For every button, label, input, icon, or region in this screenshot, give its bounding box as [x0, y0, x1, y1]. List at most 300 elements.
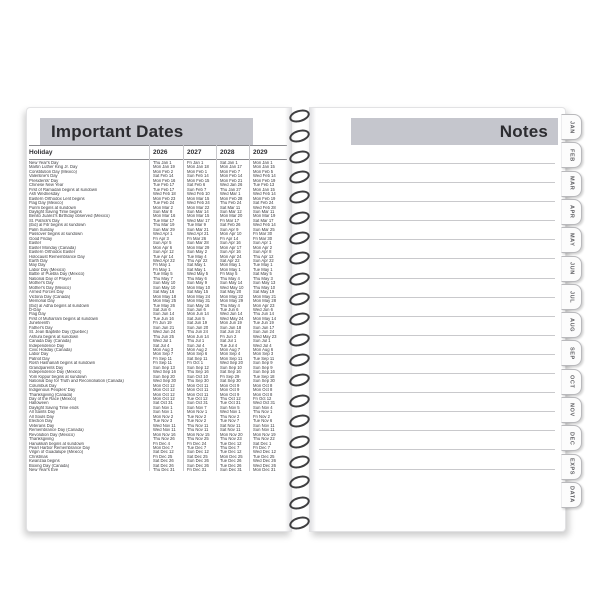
holiday-name: Presidents' Day	[29, 178, 59, 183]
holiday-name: New Year's Day	[29, 161, 59, 165]
holiday-date: Mon Mar 16	[153, 214, 176, 219]
holiday-date: Wed Apr 22	[153, 258, 175, 263]
holiday-date: Sat Jul 4	[153, 343, 170, 348]
holiday-date: Mon Aug 2	[187, 348, 208, 353]
spiral-binding	[289, 110, 313, 529]
holiday-name: National Day for Truth and Reconciliation (Canada)	[29, 379, 124, 384]
holiday-date: Fri Oct 12	[253, 397, 272, 402]
spiral-coil	[288, 514, 311, 531]
holiday-date: Fri May 1	[153, 267, 171, 272]
holiday-name: All Saints Day	[29, 410, 56, 415]
holiday-date: Sat Dec 26	[153, 463, 174, 468]
column-header: 2029	[253, 149, 268, 156]
holiday-date: Sat Dec 12	[153, 450, 174, 455]
holiday-date: Mon Oct 8	[253, 388, 273, 393]
holiday-name: Mother's Day	[29, 281, 54, 286]
holiday-date: Fri May 1	[153, 263, 171, 268]
holiday-date: Fri Sep 11	[153, 356, 173, 361]
holiday-date: Mon Jun 19	[220, 321, 242, 326]
holiday-date: Thu May 10	[253, 285, 276, 290]
holiday-date: Sun Mar 29	[153, 227, 175, 232]
holiday-date: Sat Feb 14	[153, 174, 174, 179]
holiday-date: Fri Dec 24	[187, 441, 207, 446]
holiday-date: Sun Nov 1	[153, 405, 173, 410]
holiday-name: Ashura begins at sundown	[29, 334, 79, 339]
ruled-line	[319, 220, 555, 221]
holiday-name: Ash Wednesday	[29, 192, 60, 197]
holiday-name: Revolution Day (Mexico)	[29, 432, 75, 437]
holiday-date: Sat Jan 1	[220, 161, 238, 165]
holiday-date: Sat May 19	[253, 290, 275, 295]
holiday-date: Mon May 1	[220, 267, 241, 272]
holiday-date: Sun Mar 8	[153, 209, 173, 214]
holiday-date: Thu May 3	[253, 276, 273, 281]
holiday-name: Chinese New Year	[29, 183, 64, 188]
spiral-coil	[288, 270, 311, 287]
holiday-date: Thu May 4	[220, 276, 240, 281]
column-divider	[216, 145, 217, 471]
holiday-name: Holocaust Remembrance Day	[29, 254, 85, 259]
holiday-date: Fri Dec 25	[153, 454, 173, 459]
column-divider	[183, 145, 184, 471]
holiday-name: Purim begins at sundown	[29, 205, 77, 210]
holiday-date: Sat May 20	[220, 290, 242, 295]
holiday-date: Mon Dec 7	[153, 446, 174, 450]
holiday-date: Wed Feb 28	[253, 205, 276, 210]
holiday-date: Tue Jun 6	[220, 307, 239, 312]
holiday-date: Wed Feb 14	[253, 174, 276, 179]
holiday-name: Easter Monday (Canada)	[29, 245, 76, 250]
tab-jun[interactable]: JUN	[561, 256, 582, 282]
holiday-date: Sat Dec 25	[187, 454, 208, 459]
holiday-date: Mon Dec 31	[253, 468, 276, 473]
holiday-date: Wed Sep 16	[153, 370, 176, 375]
tab-jan[interactable]: JAN	[561, 114, 582, 140]
holiday-date: Thu Nov 11	[187, 423, 209, 428]
holiday-date: Sun Nov 11	[253, 428, 275, 433]
tab-sep[interactable]: SEP	[561, 340, 582, 366]
holiday-date: Mon Oct 9	[220, 388, 240, 393]
holiday-name: Valentine's Day	[29, 174, 58, 179]
holiday-date: Wed Apr 21	[187, 232, 209, 237]
holiday-date: Thu Nov 26	[153, 437, 175, 442]
holiday-date: Sun Nov 1	[153, 410, 173, 415]
holiday-date: Thu May 6	[187, 276, 207, 281]
ruled-line	[319, 278, 555, 279]
holiday-date: Mon Mar 15	[187, 196, 210, 201]
holiday-date: Wed Jul 1	[153, 339, 172, 344]
column-header: 2027	[187, 149, 202, 156]
holiday-name: Day of the Race (Mexico)	[29, 397, 77, 402]
holiday-name: Independence Day	[29, 343, 65, 348]
holiday-date: Wed Feb 24	[187, 201, 210, 206]
holiday-date: Thu Oct 12	[220, 397, 241, 402]
holiday-date: Tue Feb 17	[153, 183, 175, 188]
holiday-date: Tue Nov 2	[187, 419, 207, 424]
holiday-date: Mon Oct 12	[153, 392, 175, 397]
holiday-date: Sun Nov 7	[187, 405, 207, 410]
holiday-date: Sun May 16	[187, 303, 210, 308]
holiday-date: Sun Oct 10	[187, 374, 208, 379]
holiday-date: Mon May 18	[153, 294, 177, 299]
tab-dec[interactable]: DEC	[561, 425, 582, 451]
holiday-date: Mon Sep 3	[253, 352, 274, 357]
holiday-name: Labor Day (Mexico)	[29, 267, 66, 272]
holiday-date: Mon Sep 7	[153, 352, 174, 357]
holiday-date: Thu Mar 19	[153, 223, 175, 228]
holiday-date: Thu Nov 11	[187, 428, 209, 433]
holiday-name: St. Jean Baptiste Day (Quebec)	[29, 330, 88, 335]
holiday-date: Fri Oct 1	[187, 361, 204, 366]
holiday-date: Fri Sep 29	[220, 374, 240, 379]
holiday-name: Virgin of Guadalupe (Mexico)	[29, 450, 84, 455]
holiday-date: Tue Nov 6	[253, 419, 273, 424]
holiday-date: Tue Nov 7	[220, 419, 240, 424]
holiday-date: Wed Jan 26	[220, 183, 243, 188]
tab-data[interactable]: DATA	[561, 482, 582, 508]
holiday-date: Thu Apr 22	[187, 258, 208, 263]
holiday-date: Mon Jan 18	[187, 165, 209, 170]
holiday-date: Thu Dec 31	[153, 468, 175, 473]
holiday-date: Mon May 28	[253, 299, 277, 304]
spiral-coil	[288, 311, 311, 328]
holiday-date: Wed Feb 14	[253, 223, 276, 228]
holiday-date: Mon Mar 20	[220, 214, 243, 219]
holiday-date: Sat Jun 6	[153, 307, 171, 312]
holiday-date: Tue Nov 3	[153, 419, 173, 424]
holiday-date: Wed May 23	[253, 334, 277, 339]
holiday-name: Boxing Day (Canada)	[29, 463, 70, 468]
holiday-date: Sat Oct 31	[153, 401, 173, 406]
holiday-date: Mon Feb 1	[187, 169, 208, 174]
holiday-name: Good Friday	[29, 236, 53, 241]
holiday-date: Wed Dec 12	[253, 450, 276, 455]
holiday-name: Remembrance Day (Canada)	[29, 428, 84, 433]
holiday-date: Wed Mar 17	[187, 218, 210, 223]
holiday-date: Fri Dec 31	[187, 468, 207, 473]
tab-aug[interactable]: AUG	[561, 312, 582, 338]
spiral-coil	[288, 209, 311, 226]
holiday-date: Sun Jul 1	[253, 339, 271, 344]
holiday-date: Mon Jan 15	[253, 165, 275, 170]
holiday-date: Sat May 1	[187, 267, 206, 272]
holiday-date: Sat Sep 11	[187, 356, 208, 361]
holiday-date: Sat Nov 11	[220, 423, 241, 428]
holiday-date: Mon May 14	[253, 316, 277, 321]
holiday-date: Sun May 14	[220, 281, 243, 286]
holiday-name: Independence Day (Mexico)	[29, 370, 82, 375]
holiday-date: Tue Apr 14	[153, 254, 174, 259]
holiday-name: (Eid) al Fitr begins at sundown	[29, 223, 86, 228]
holiday-date: Sun Dec 12	[187, 450, 209, 455]
holiday-date: Mon Jun 14	[187, 334, 209, 339]
holiday-date: Thu Jun 25	[153, 334, 174, 339]
holiday-date: Thu Jul 1	[187, 339, 205, 344]
spiral-coil	[288, 290, 311, 307]
holiday-date: Sun Apr 5	[153, 241, 172, 246]
holiday-date: Mon Nov 1	[187, 410, 208, 415]
holiday-date: Sat May 5	[253, 272, 272, 277]
tab-exps[interactable]: EXPS	[561, 454, 582, 480]
holiday-name: D-Day	[29, 307, 41, 312]
holiday-date: Mon Aug 7	[220, 348, 241, 353]
holiday-date: Mon Nov 20	[220, 432, 243, 437]
holiday-date: Tue Dec 25	[253, 454, 275, 459]
holiday-date: Thu Nov 25	[187, 437, 209, 442]
holiday-name: Victoria Day (Canada)	[29, 294, 71, 299]
holiday-name: Grandparents Day	[29, 365, 64, 370]
holiday-date: Sun Dec 31	[220, 468, 242, 473]
tab-apr[interactable]: APR	[561, 199, 582, 225]
holiday-name: First of Muharram begins at sundown	[29, 316, 99, 321]
holiday-name: Daylight Saving Time begins	[29, 209, 82, 214]
holiday-date: Fri Sep 11	[153, 361, 173, 366]
holiday-date: Mon Jan 1	[253, 161, 273, 165]
holiday-date: Tue Feb 24	[153, 201, 175, 206]
holiday-date: Mon Oct 12	[153, 397, 175, 402]
holiday-date: Sat May 1	[187, 263, 206, 268]
holiday-name: Father's Day	[29, 325, 53, 330]
holiday-name: Daylight Saving Time ends	[29, 405, 79, 410]
holiday-date: Fri Dec 4	[153, 441, 170, 446]
spiral-coil	[288, 107, 311, 124]
page-title-important-dates: Important Dates	[40, 118, 253, 145]
holiday-date: Mon Mar 19	[253, 214, 276, 219]
holiday-date: Tue Dec 12	[220, 441, 242, 446]
holiday-date: Mon Nov 15	[187, 432, 210, 437]
holiday-date: Wed Jun 14	[220, 312, 243, 317]
holiday-date: Mon Oct 9	[220, 392, 240, 397]
holiday-date: Sun May 13	[253, 281, 276, 286]
holiday-name: Memorial Day	[29, 299, 55, 304]
tab-feb[interactable]: FEB	[561, 142, 582, 168]
page-title-notes: Notes	[351, 118, 558, 145]
holiday-date: Mon Feb 14	[220, 174, 243, 179]
holiday-date: Wed Jun 6	[253, 307, 273, 312]
holiday-date: Sun Nov 4	[253, 405, 273, 410]
spiral-coil	[288, 392, 311, 409]
holiday-date: Mon Feb 28	[220, 196, 243, 201]
holiday-date: Mon Jun 14	[187, 312, 209, 317]
spiral-coil	[288, 189, 311, 206]
holiday-date: Tue Dec 26	[220, 459, 242, 464]
right-page	[309, 107, 566, 532]
ruled-line	[319, 449, 555, 450]
holiday-date: Sun May 2	[187, 250, 208, 255]
holiday-date: Sat Jun 19	[187, 321, 208, 326]
holiday-date: Mon Oct 12	[153, 388, 175, 393]
spiral-coil	[288, 351, 311, 368]
holiday-name: Hanukkah begins at sundown	[29, 441, 84, 446]
holiday-date: Mon Feb 21	[220, 178, 243, 183]
holiday-name: Christmas	[29, 454, 48, 459]
holiday-date: Thu Feb 24	[220, 201, 242, 206]
holiday-date: Sun Apr 16	[220, 241, 241, 246]
ruled-line	[319, 182, 555, 183]
holiday-name: Thanksgiving	[29, 437, 54, 442]
holiday-date: Sun Nov 11	[253, 423, 275, 428]
holiday-date: Sun Jun 17	[253, 325, 275, 330]
holiday-date: Tue Feb 17	[153, 187, 175, 192]
holiday-date: Sun Jun 6	[187, 307, 206, 312]
holiday-date: Mon Feb 19	[253, 196, 276, 201]
holiday-date: Tue Feb 13	[253, 183, 275, 188]
holiday-date: Mon Sep 6	[187, 352, 208, 357]
holiday-date: Sat Sep 16	[220, 370, 241, 375]
important-dates-table	[29, 145, 287, 473]
holiday-date: Mon Apr 10	[220, 232, 242, 237]
ruled-line	[319, 163, 555, 164]
holiday-date: Sun Jun 21	[153, 325, 175, 330]
spiral-coil	[288, 494, 311, 511]
holiday-date: Sun Sep 16	[253, 370, 275, 375]
holiday-date: Tue Dec 26	[220, 463, 242, 468]
holiday-name: Halloween	[29, 401, 49, 406]
holiday-date: Thu Apr 12	[253, 254, 274, 259]
holiday-date: Mon Apr 6	[153, 245, 173, 250]
holiday-date: Fri Jan 1	[187, 161, 204, 165]
ruled-line	[319, 411, 555, 412]
holiday-date: Fri Jun 19	[153, 321, 172, 326]
holiday-name: Martin Luther King Jr. Day	[29, 165, 78, 170]
holiday-date: Mon Oct 11	[187, 383, 209, 388]
holiday-date: Sat Nov 11	[220, 428, 241, 433]
holiday-date: Tue May 26	[153, 303, 175, 308]
holiday-date: Sun Sep 13	[153, 365, 175, 370]
holiday-name: Easter	[29, 241, 42, 246]
holiday-date: Sun Apr 16	[220, 250, 241, 255]
holiday-date: Wed Dec 26	[253, 459, 276, 464]
ruled-line	[319, 297, 555, 298]
holiday-date: Sun Apr 1	[253, 241, 272, 246]
holiday-date: Sun Feb 7	[187, 187, 207, 192]
holiday-date: Wed Apr 1	[153, 232, 173, 237]
holiday-name: Election Day	[29, 419, 53, 424]
spiral-coil	[288, 453, 311, 470]
left-page	[26, 107, 292, 532]
holiday-date: Wed Sep 20	[220, 361, 243, 366]
holiday-date: Sun Apr 22	[253, 258, 274, 263]
holiday-date: Sun Feb 14	[187, 174, 209, 179]
holiday-date: Sun Oct 31	[187, 401, 208, 406]
spiral-coil	[288, 250, 311, 267]
holiday-date: Sun Jun 18	[220, 325, 242, 330]
holiday-name: Canada Day (Canada)	[29, 339, 71, 344]
holiday-date: Thu May 7	[153, 276, 173, 281]
ruled-line	[319, 258, 555, 259]
holiday-date: Mon Mar 29	[187, 245, 210, 250]
holiday-date: Wed Mar 1	[220, 192, 241, 197]
holiday-date: Mon Aug 6	[253, 348, 274, 353]
holiday-date: Sun Nov 5	[220, 405, 240, 410]
holiday-date: Mon May 10	[187, 285, 211, 290]
holiday-date: Mon Sep 11	[220, 356, 243, 361]
holiday-date: Tue Dec 7	[187, 446, 207, 450]
holiday-date: Thu Nov 2	[220, 414, 240, 419]
holiday-date: Sat Dec 1	[253, 441, 272, 446]
holiday-date: Sun Sep 10	[220, 365, 242, 370]
holiday-date: Mon Sep 4	[220, 352, 241, 357]
holiday-date: Sun May 10	[153, 285, 176, 290]
holiday-date: Sun Apr 8	[253, 250, 272, 255]
holiday-name: Thanksgiving (Canada)	[29, 392, 73, 397]
holiday-date: Sat Jun 5	[187, 316, 205, 321]
holiday-name: Columbus Day	[29, 383, 57, 388]
column-divider	[249, 145, 250, 471]
holiday-date: Wed Sep 30	[153, 379, 176, 384]
holiday-date: Thu Jun 14	[253, 312, 274, 317]
holiday-date: Tue Nov 2	[187, 414, 207, 419]
holiday-date: Tue Oct 31	[220, 401, 241, 406]
holiday-date: Tue Jun 16	[153, 316, 174, 321]
holiday-date: Mon Feb 15	[187, 178, 210, 183]
holiday-date: Tue May 4	[187, 254, 207, 259]
holiday-date: Mon Oct 8	[253, 392, 273, 397]
spiral-coil	[288, 148, 311, 165]
ruled-line	[319, 239, 555, 240]
holiday-name: Rosh Hashanah begins at sundown	[29, 361, 96, 366]
holiday-date: Mon Apr 2	[253, 245, 273, 250]
holiday-date: Sat Mar 11	[220, 205, 241, 210]
holiday-date: Sun Dec 26	[187, 463, 209, 468]
holiday-name: Passover begins at sundown	[29, 232, 83, 237]
holiday-date: Mon May 22	[220, 294, 244, 299]
holiday-date: Sun Mar 25	[253, 227, 275, 232]
holiday-date: Sun Mar 11	[253, 209, 275, 214]
holiday-date: Thu Dec 7	[220, 446, 240, 450]
tab-jul[interactable]: JUL	[561, 284, 582, 310]
holiday-date: Sun Dec 26	[187, 459, 209, 464]
holiday-date: Wed May 24	[220, 316, 244, 321]
holiday-date: Sat Sep 30	[220, 379, 241, 384]
tab-oct[interactable]: OCT	[561, 369, 582, 395]
holiday-name: Juneteenth	[29, 321, 50, 326]
holiday-date: Mon Apr 17	[220, 245, 242, 250]
holiday-name: All Souls Day	[29, 414, 54, 419]
tab-may[interactable]: MAY	[561, 227, 582, 253]
spiral-coil	[288, 372, 311, 389]
holiday-date: Mon Apr 24	[220, 254, 242, 259]
holiday-date: Mon Mar 22	[187, 205, 210, 210]
holiday-date: Sun Jun 24	[253, 330, 275, 335]
holiday-date: Thu Jan 1	[153, 161, 172, 165]
tab-nov[interactable]: NOV	[561, 397, 582, 423]
holiday-name: Eastern Orthodox Lent begins	[29, 196, 85, 201]
holiday-date: Sat May 15	[187, 290, 209, 295]
holiday-date: Mon Aug 3	[153, 348, 174, 353]
holiday-date: Wed Nov 11	[153, 428, 176, 433]
holiday-date: Mon Jan 17	[220, 165, 242, 170]
holiday-name: Battle of Puebla Day (Mexico)	[29, 272, 85, 277]
holiday-date: Mon May 1	[220, 263, 241, 268]
holiday-date: Mon May 31	[187, 299, 211, 304]
holiday-date: Mon May 21	[253, 294, 277, 299]
holiday-date: Thu Nov 23	[220, 437, 242, 442]
holiday-date: Tue Sep 18	[253, 374, 275, 379]
holiday-date: Wed Feb 18	[153, 192, 176, 197]
spiral-coil	[288, 433, 311, 450]
holiday-date: Fri Mar 17	[220, 218, 240, 223]
holiday-date: Tue Mar 9	[187, 223, 206, 228]
tab-mar[interactable]: MAR	[561, 171, 582, 197]
holiday-date: Mon Oct 12	[153, 383, 175, 388]
holiday-date: Mon Feb 19	[253, 178, 276, 183]
ruled-line	[319, 354, 555, 355]
holiday-name: St. Patrick's Day	[29, 218, 60, 223]
holiday-date: Mon Nov 16	[153, 432, 176, 437]
holiday-name: Yom Kippur begins at sundown	[29, 374, 87, 379]
holiday-name: Indigenous Peoples' Day	[29, 388, 76, 393]
